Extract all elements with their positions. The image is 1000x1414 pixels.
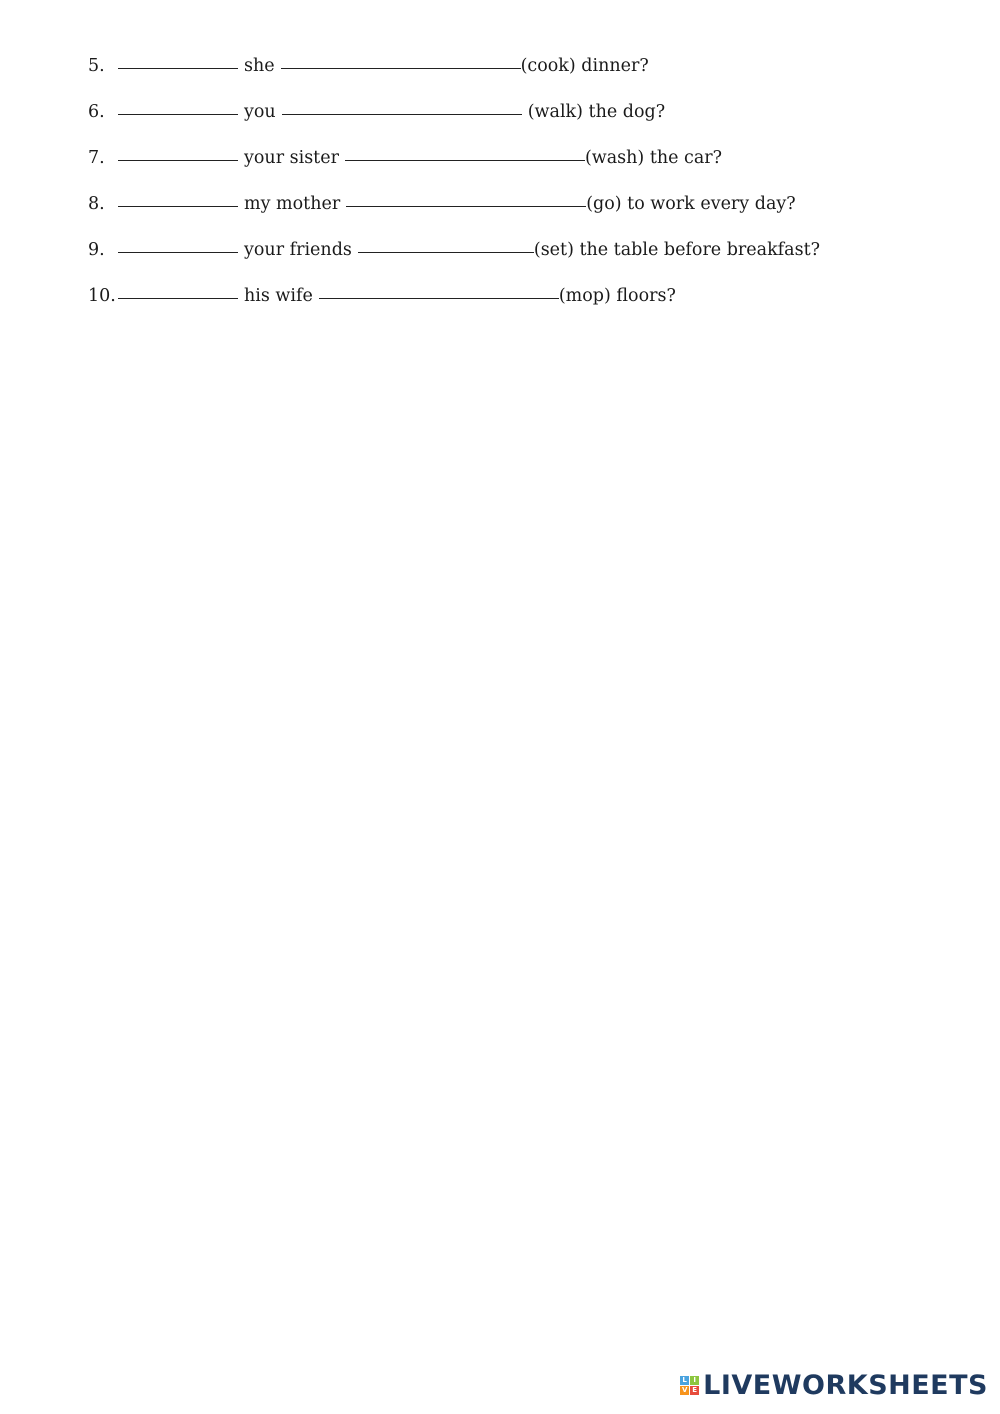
item-subject: your sister <box>244 148 339 168</box>
answer-blank-auxiliary[interactable] <box>118 205 238 207</box>
answer-blank-verb[interactable] <box>346 205 586 207</box>
answer-blank-auxiliary[interactable] <box>118 297 238 299</box>
exercise-item-7 <box>88 148 948 194</box>
exercise-item-5 <box>88 56 948 102</box>
item-number: 7. <box>88 148 105 168</box>
worksheet-exercise-list <box>88 56 948 332</box>
answer-blank-auxiliary[interactable] <box>118 67 238 69</box>
item-verb-hint: (mop) floors? <box>558 286 676 306</box>
item-verb-hint: (set) the table before breakfast? <box>533 240 820 260</box>
item-subject: my mother <box>244 194 341 214</box>
item-subject: she <box>244 56 275 76</box>
exercise-item-9 <box>88 240 948 286</box>
item-number: 8. <box>88 194 105 214</box>
answer-blank-verb[interactable] <box>358 251 534 253</box>
answer-blank-auxiliary[interactable] <box>118 159 238 161</box>
liveworksheets-logo <box>680 1370 988 1400</box>
answer-blank-auxiliary[interactable] <box>118 113 238 115</box>
item-verb-hint: (cook) dinner? <box>520 56 649 76</box>
item-verb-hint: (walk) the dog? <box>527 102 666 122</box>
answer-blank-verb[interactable] <box>282 113 522 115</box>
answer-blank-auxiliary[interactable] <box>118 251 238 253</box>
item-number: 6. <box>88 102 105 122</box>
answer-blank-verb[interactable] <box>319 297 559 299</box>
exercise-item-10 <box>88 286 948 332</box>
item-verb-hint: (go) to work every day? <box>586 194 796 214</box>
liveworksheets-brand-text: LIVEWORKSHEETS <box>703 1369 988 1401</box>
liveworksheets-logo-icon: L I V E <box>680 1376 699 1395</box>
item-verb-hint: (wash) the car? <box>584 148 723 168</box>
item-subject: you <box>244 102 276 122</box>
exercise-item-8 <box>88 194 948 240</box>
item-number: 10. <box>88 286 116 306</box>
answer-blank-verb[interactable] <box>345 159 585 161</box>
item-subject: your friends <box>244 240 352 260</box>
answer-blank-verb[interactable] <box>281 67 521 69</box>
item-number: 5. <box>88 56 105 76</box>
item-number: 9. <box>88 240 105 260</box>
item-subject: his wife <box>244 286 313 306</box>
exercise-item-6 <box>88 102 948 148</box>
